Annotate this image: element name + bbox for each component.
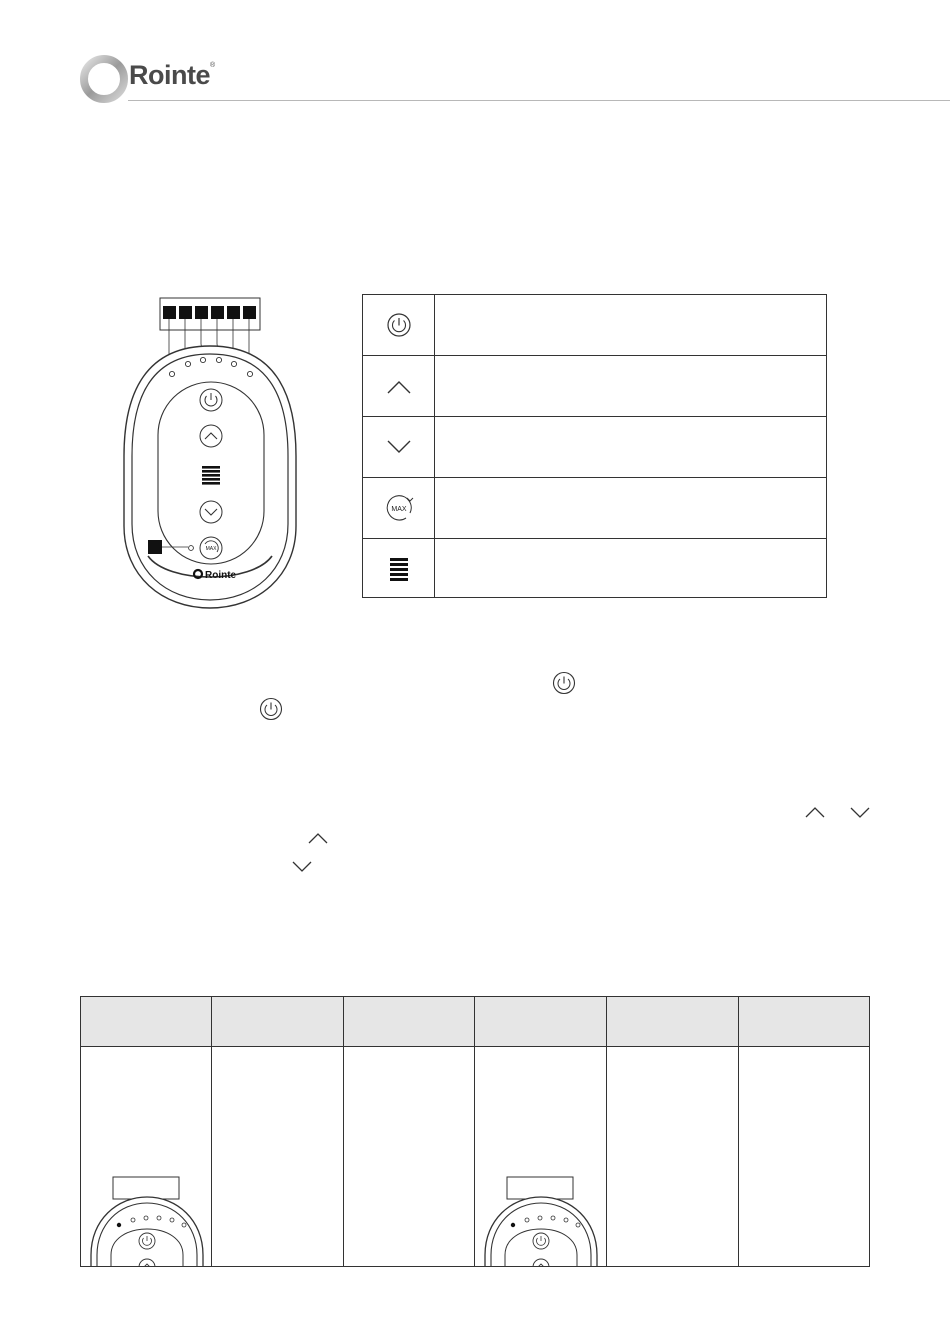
- legend-desc-up: [447, 356, 818, 416]
- max-boost-icon: [363, 478, 435, 538]
- column-divider: [474, 997, 475, 1266]
- brand-name: Rointe®: [129, 60, 215, 90]
- legend-desc-power: [447, 295, 818, 355]
- chevron-up-icon: [363, 356, 435, 416]
- legend-desc-down: [447, 417, 818, 477]
- column-divider: [343, 997, 344, 1266]
- legend-desc-bars: [447, 539, 818, 597]
- button-legend-table: [362, 294, 827, 598]
- inline-power-icon: [258, 696, 284, 722]
- legend-row-down: [363, 417, 826, 478]
- header-rule: [128, 100, 950, 101]
- legend-max-label: MAX: [390, 506, 407, 513]
- column-divider: [606, 997, 607, 1266]
- rointe-logo-icon: [80, 55, 128, 103]
- mini-device-illustration: [483, 1175, 603, 1267]
- column-divider: [738, 997, 739, 1266]
- power-icon: [363, 295, 435, 355]
- legend-row-up: [363, 356, 826, 417]
- legend-row-bars: [363, 539, 826, 597]
- led-table-header-cell: [81, 997, 212, 1047]
- led-table-header-cell: [344, 997, 475, 1047]
- legend-row-power: [363, 295, 826, 356]
- thermostat-device-illustration: [118, 296, 303, 614]
- mini-device-illustration: [89, 1175, 209, 1267]
- led-table-header-cell: [739, 997, 869, 1047]
- inline-chevron-up-icon: [306, 829, 330, 847]
- led-table-header-cell: [607, 997, 739, 1047]
- inline-chevron-down-icon: [290, 857, 314, 875]
- column-divider: [211, 997, 212, 1266]
- inline-chevron-up-icon: [803, 803, 827, 821]
- led-table-header-cell: [212, 997, 344, 1047]
- inline-power-icon: [551, 670, 577, 696]
- inline-chevron-down-icon: [848, 803, 872, 821]
- led-table-header: [81, 997, 869, 1047]
- bars-level-icon: [363, 539, 435, 597]
- legend-desc-max: [447, 478, 818, 538]
- device-max-label: MAX: [205, 546, 217, 552]
- legend-row-max: [363, 478, 826, 539]
- led-table-header-cell: [475, 997, 607, 1047]
- device-brand-label: Rointe: [205, 570, 237, 581]
- led-indicator-table: [80, 996, 870, 1267]
- chevron-down-icon: [363, 417, 435, 477]
